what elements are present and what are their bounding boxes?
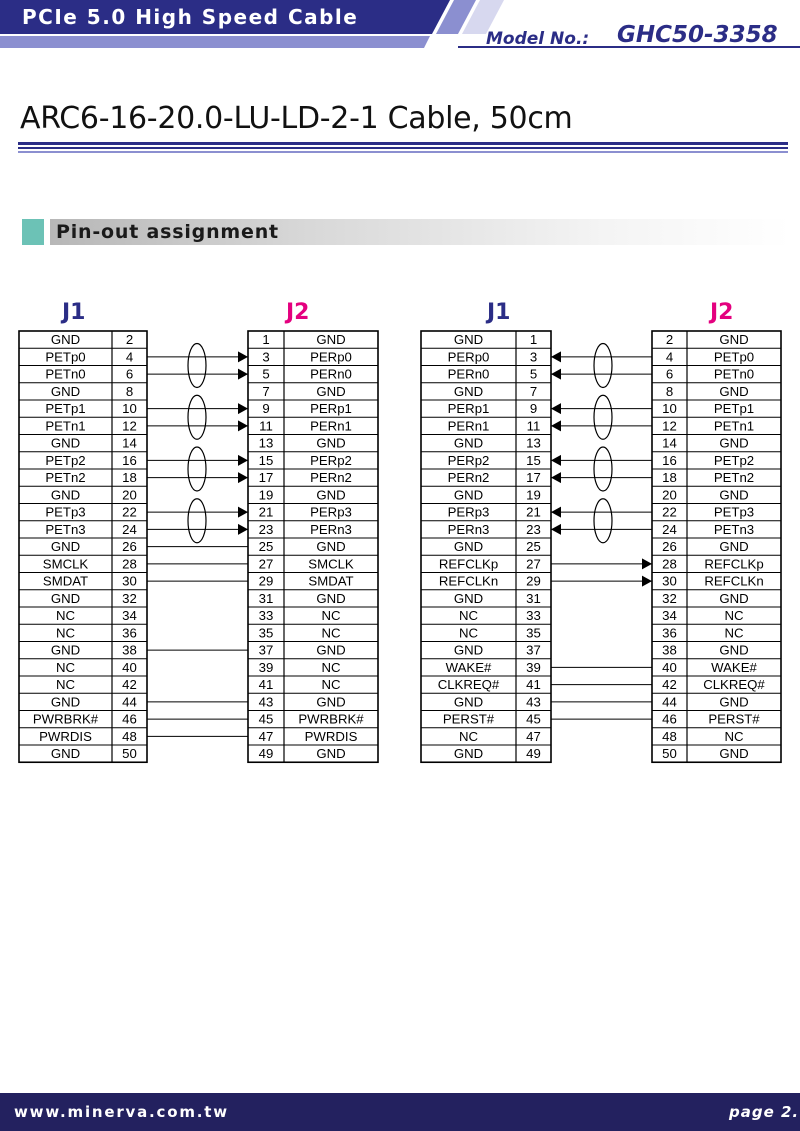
- right-j1-cell: 15: [526, 452, 541, 468]
- left-j1-cell: 24: [122, 521, 137, 537]
- left-j1-cell: GND: [50, 487, 81, 503]
- left-j1-cell: NC: [55, 659, 76, 675]
- right-j1-cell: REFCLKp: [438, 556, 499, 572]
- left-j2-cell: PERn2: [310, 470, 352, 486]
- left-j1-cell: PETp0: [45, 349, 86, 365]
- left-j1-cell: 22: [122, 504, 137, 520]
- left-j1-cell: 6: [125, 366, 134, 382]
- right-j1-cell: 41: [526, 677, 541, 693]
- left-j2-cell: GND: [316, 746, 346, 762]
- left-signal-arrow: [238, 351, 248, 362]
- left-signal-arrow: [238, 455, 248, 466]
- right-j1-cell: 35: [526, 625, 541, 641]
- right-j1-cell: 13: [526, 435, 541, 451]
- right-j2-cell: 30: [662, 573, 677, 589]
- right-signal-arrow: [551, 369, 561, 380]
- left-j2-cell: GND: [316, 383, 346, 399]
- right-j1-cell: 1: [529, 332, 538, 348]
- right-j2-cell: 20: [662, 487, 677, 503]
- right-j2-cell: NC: [724, 728, 744, 744]
- left-j2-cell: NC: [321, 677, 341, 693]
- left-j2-cell: PWRDIS: [304, 728, 358, 744]
- right-j2-cell: 18: [662, 470, 677, 486]
- left-j2-cell: 9: [262, 401, 270, 417]
- left-j1-cell: 16: [122, 452, 137, 468]
- right-j1-cell: GND: [453, 332, 484, 348]
- right-j2-cell: 4: [665, 349, 674, 365]
- left-j2-cell: 35: [258, 625, 274, 641]
- right-signal-arrow: [551, 420, 561, 431]
- left-j1-cell: 44: [122, 694, 137, 710]
- left-j2-cell: 31: [258, 590, 274, 606]
- left-j1-cell: PETp1: [45, 401, 86, 417]
- left-j2-cell: GND: [316, 332, 346, 348]
- page-number: page 2.: [729, 1103, 800, 1121]
- left-signal-arrow: [238, 403, 248, 414]
- left-j1-cell: 2: [125, 332, 134, 348]
- right-j1-cell: NC: [458, 728, 479, 744]
- right-j2-cell: GND: [719, 590, 749, 606]
- right-j1-cell: 7: [529, 383, 538, 399]
- right-j2-cell: GND: [719, 539, 749, 555]
- right-j2-cell: GND: [719, 746, 749, 762]
- left-j2-cell: 1: [262, 332, 270, 348]
- right-j2-cell: 14: [662, 435, 677, 451]
- right-j1-label: J1: [487, 300, 511, 325]
- left-j1-cell: 34: [122, 608, 137, 624]
- right-j1-cell: PERp0: [447, 349, 490, 365]
- right-j1-cell: GND: [453, 590, 484, 606]
- right-j2-cell: PETp2: [713, 452, 755, 468]
- right-j2-cell: 32: [662, 590, 677, 606]
- right-j1-cell: 3: [529, 349, 538, 365]
- left-diff-pair-marker: [188, 499, 206, 543]
- right-j2-cell: 26: [662, 539, 677, 555]
- left-j2-cell: PERp3: [310, 504, 352, 520]
- right-j1-cell: 47: [526, 728, 541, 744]
- left-j1-cell: PETn0: [45, 366, 86, 382]
- left-j2-cell: 15: [258, 452, 274, 468]
- left-j1-cell: GND: [50, 746, 81, 762]
- left-j2-cell: 29: [258, 573, 274, 589]
- right-j1-cell: 31: [526, 590, 541, 606]
- left-j1-cell: 30: [122, 573, 137, 589]
- right-j2-cell: PETn3: [713, 521, 755, 537]
- right-j2-cell: PETn0: [713, 366, 755, 382]
- right-j1-cell: GND: [453, 746, 484, 762]
- left-j2-cell: GND: [316, 590, 346, 606]
- right-j2-cell: PETn1: [713, 418, 755, 434]
- left-j1-cell: NC: [55, 677, 76, 693]
- right-signal-arrow: [551, 351, 561, 362]
- left-j1-cell: GND: [50, 539, 81, 555]
- left-j1-cell: GND: [50, 694, 81, 710]
- right-diff-pair-marker: [594, 447, 612, 491]
- right-j1-cell: GND: [453, 642, 484, 658]
- left-signal-arrow: [238, 507, 248, 518]
- left-diff-pair-marker: [188, 395, 206, 439]
- right-j2-cell: GND: [719, 383, 749, 399]
- right-j2-cell: 40: [662, 659, 677, 675]
- right-j2-cell: 36: [662, 625, 677, 641]
- left-j1-cell: SMDAT: [42, 573, 89, 589]
- right-j2-cell: CLKREQ#: [703, 677, 765, 693]
- left-j1-cell: 26: [122, 539, 137, 555]
- right-j2-cell: 42: [662, 677, 677, 693]
- right-j2-cell: PETn2: [713, 470, 755, 486]
- left-j1-cell: GND: [50, 332, 81, 348]
- footer-url: www.minerva.com.tw: [14, 1103, 229, 1121]
- right-j2-cell: 50: [662, 746, 677, 762]
- left-j2-cell: 41: [258, 677, 274, 693]
- right-diff-pair-marker: [594, 395, 612, 439]
- left-j1-cell: PETn2: [45, 470, 86, 486]
- left-signal-arrow: [238, 420, 248, 431]
- left-j2-cell: GND: [316, 694, 346, 710]
- left-j2-cell: PERn0: [310, 366, 352, 382]
- left-j2-cell: 25: [258, 539, 274, 555]
- right-j2-cell: GND: [719, 332, 749, 348]
- left-j2-cell: 23: [258, 521, 274, 537]
- right-diff-pair-marker: [594, 344, 612, 388]
- left-j1-cell: GND: [50, 590, 81, 606]
- right-j2-cell: PETp3: [713, 504, 755, 520]
- right-j1-cell: 39: [526, 659, 541, 675]
- left-j1-cell: PWRDIS: [39, 728, 92, 744]
- left-j2-cell: PERp2: [310, 452, 352, 468]
- right-signal-arrow: [551, 455, 561, 466]
- left-j2-cell: 11: [259, 418, 273, 434]
- left-j1-cell: PETp3: [45, 504, 86, 520]
- left-j2-cell: SMDAT: [308, 573, 354, 589]
- right-j2-cell: 24: [662, 521, 677, 537]
- left-j1-cell: PETp2: [45, 452, 86, 468]
- right-j1-cell: 29: [526, 573, 541, 589]
- left-j1-cell: 8: [125, 383, 134, 399]
- model-number-label: Model No.:: [486, 29, 590, 49]
- left-j2-cell: 49: [258, 746, 274, 762]
- right-j2-cell: 12: [662, 418, 677, 434]
- left-j1-cell: 32: [122, 590, 137, 606]
- left-j1-cell: 40: [122, 659, 137, 675]
- right-signal-arrow: [551, 403, 561, 414]
- left-j2-cell: 27: [258, 556, 274, 572]
- right-j1-cell: 5: [529, 366, 538, 382]
- right-j1-cell: GND: [453, 383, 484, 399]
- header-title: PCIe 5.0 High Speed Cable: [22, 5, 359, 29]
- right-j2-cell: PERST#: [708, 711, 760, 727]
- left-j1-cell: 46: [122, 711, 137, 727]
- right-j2-cell: NC: [724, 608, 744, 624]
- right-j1-cell: REFCLKn: [438, 573, 499, 589]
- right-j1-cell: PERn0: [447, 366, 490, 382]
- right-signal-arrow: [551, 472, 561, 483]
- right-j1-cell: 19: [526, 487, 541, 503]
- right-j2-label: J2: [710, 300, 734, 325]
- left-j2-cell: 7: [262, 383, 270, 399]
- right-j2-cell: GND: [719, 487, 749, 503]
- right-j1-cell: 33: [526, 608, 541, 624]
- left-j1-cell: GND: [50, 642, 81, 658]
- left-j1-cell: NC: [55, 625, 76, 641]
- right-j2-cell: PETp0: [713, 349, 755, 365]
- left-j1-cell: 18: [122, 470, 137, 486]
- left-j1-cell: PETn1: [45, 418, 86, 434]
- right-j1-cell: GND: [453, 435, 484, 451]
- right-j2-cell: 10: [662, 401, 677, 417]
- left-j1-cell: 36: [122, 625, 137, 641]
- right-signal-arrow: [551, 507, 561, 518]
- left-j2-cell: GND: [316, 487, 346, 503]
- left-j1-cell: 14: [122, 435, 137, 451]
- right-j2-cell: 16: [662, 452, 677, 468]
- left-j1-cell: 12: [122, 418, 137, 434]
- left-j2-cell: NC: [321, 608, 341, 624]
- left-j2-cell: PERn1: [310, 418, 352, 434]
- right-j1-cell: PERn2: [447, 470, 490, 486]
- right-j2-cell: 22: [662, 504, 677, 520]
- right-j2-cell: 38: [662, 642, 677, 658]
- right-j1-cell: GND: [453, 487, 484, 503]
- left-j1-cell: GND: [50, 435, 81, 451]
- left-j2-cell: PERn3: [310, 521, 352, 537]
- right-j1-cell: 43: [526, 694, 541, 710]
- left-j2-cell: 37: [258, 642, 274, 658]
- right-signal-arrow: [551, 524, 561, 535]
- left-j2-cell: 3: [262, 349, 270, 365]
- right-j1-cell: 37: [526, 642, 541, 658]
- left-signal-arrow: [238, 369, 248, 380]
- left-j1-cell: 28: [122, 556, 137, 572]
- right-j2-cell: 28: [662, 556, 677, 572]
- left-j2-cell: GND: [316, 642, 346, 658]
- left-j2-cell: 47: [258, 728, 274, 744]
- right-j2-cell: NC: [724, 625, 744, 641]
- left-j2-cell: 39: [258, 659, 274, 675]
- right-j1-cell: PERn3: [447, 521, 490, 537]
- left-j2-cell: PERp1: [310, 401, 352, 417]
- right-j2-cell: 44: [662, 694, 677, 710]
- right-j1-cell: PERp1: [447, 401, 490, 417]
- left-j2-cell: 13: [258, 435, 274, 451]
- left-j2-cell: 33: [258, 608, 274, 624]
- left-j1-cell: 38: [122, 642, 137, 658]
- left-j2-cell: SMCLK: [308, 556, 354, 572]
- right-j1-cell: PERp3: [447, 504, 490, 520]
- right-j2-cell: 8: [665, 383, 674, 399]
- left-j2-cell: 19: [258, 487, 274, 503]
- right-j2-cell: 6: [665, 366, 674, 382]
- right-j2-cell: 34: [662, 608, 677, 624]
- right-j1-cell: 25: [526, 539, 541, 555]
- left-j1-cell: GND: [50, 383, 81, 399]
- right-j1-cell: CLKREQ#: [437, 677, 500, 693]
- right-j2-cell: GND: [719, 435, 749, 451]
- right-refclk-arrow: [642, 558, 652, 569]
- right-j2-cell: GND: [719, 642, 749, 658]
- left-j1-cell: 4: [125, 349, 134, 365]
- left-j1-cell: 50: [122, 746, 137, 762]
- left-j2-cell: NC: [321, 625, 341, 641]
- right-j1-cell: PERST#: [442, 711, 495, 727]
- left-j2-cell: GND: [316, 435, 346, 451]
- right-j1-cell: 45: [526, 711, 541, 727]
- section-title: Pin-out assignment: [56, 221, 279, 243]
- left-j1-cell: 42: [122, 677, 137, 693]
- left-j2-cell: GND: [316, 539, 346, 555]
- right-j2-cell: PETp1: [713, 401, 755, 417]
- left-j1-cell: 20: [122, 487, 137, 503]
- left-j1-cell: 10: [122, 401, 137, 417]
- left-j2-cell: 21: [258, 504, 274, 520]
- right-j1-cell: WAKE#: [445, 659, 492, 675]
- right-j1-cell: GND: [453, 539, 484, 555]
- left-signal-arrow: [238, 524, 248, 535]
- left-j1-cell: SMCLK: [42, 556, 89, 572]
- left-j1-label: J1: [62, 300, 86, 325]
- left-j1-cell: NC: [55, 608, 76, 624]
- right-j1-cell: 23: [526, 521, 541, 537]
- left-j2-cell: PERp0: [310, 349, 352, 365]
- right-j2-cell: REFCLKp: [704, 556, 764, 572]
- left-j1-cell: PWRBRK#: [32, 711, 99, 727]
- right-j2-cell: 48: [662, 728, 677, 744]
- right-j1-cell: 21: [526, 504, 541, 520]
- right-j2-cell: GND: [719, 694, 749, 710]
- right-j2-cell: 2: [665, 332, 674, 348]
- right-j2-cell: REFCLKn: [704, 573, 764, 589]
- right-refclk-arrow: [642, 576, 652, 587]
- left-diff-pair-marker: [188, 447, 206, 491]
- right-j1-cell: 17: [526, 470, 541, 486]
- right-j1-cell: NC: [458, 608, 479, 624]
- right-j2-cell: WAKE#: [711, 659, 757, 675]
- left-j1-cell: PETn3: [45, 521, 86, 537]
- page-title: ARC6-16-20.0-LU-LD-2-1 Cable, 50cm: [20, 101, 573, 136]
- right-j1-cell: PERp2: [447, 452, 490, 468]
- left-j2-cell: 5: [262, 366, 270, 382]
- left-signal-arrow: [238, 472, 248, 483]
- left-j2-label: J2: [286, 300, 310, 325]
- left-j2-cell: 45: [258, 711, 274, 727]
- right-j1-cell: GND: [453, 694, 484, 710]
- right-diff-pair-marker: [594, 499, 612, 543]
- right-j1-cell: PERn1: [447, 418, 490, 434]
- right-j1-cell: NC: [458, 625, 479, 641]
- left-j2-cell: NC: [321, 659, 341, 675]
- left-j2-cell: 17: [258, 470, 274, 486]
- model-number: GHC50-3358: [617, 22, 778, 48]
- right-j2-cell: 46: [662, 711, 677, 727]
- right-j1-cell: 9: [529, 401, 538, 417]
- right-j1-cell: 11: [526, 418, 541, 434]
- right-j1-cell: 27: [526, 556, 541, 572]
- right-j1-cell: 49: [526, 746, 541, 762]
- left-j2-cell: PWRBRK#: [298, 711, 364, 727]
- left-j2-cell: 43: [258, 694, 274, 710]
- left-j1-cell: 48: [122, 728, 137, 744]
- left-diff-pair-marker: [188, 344, 206, 388]
